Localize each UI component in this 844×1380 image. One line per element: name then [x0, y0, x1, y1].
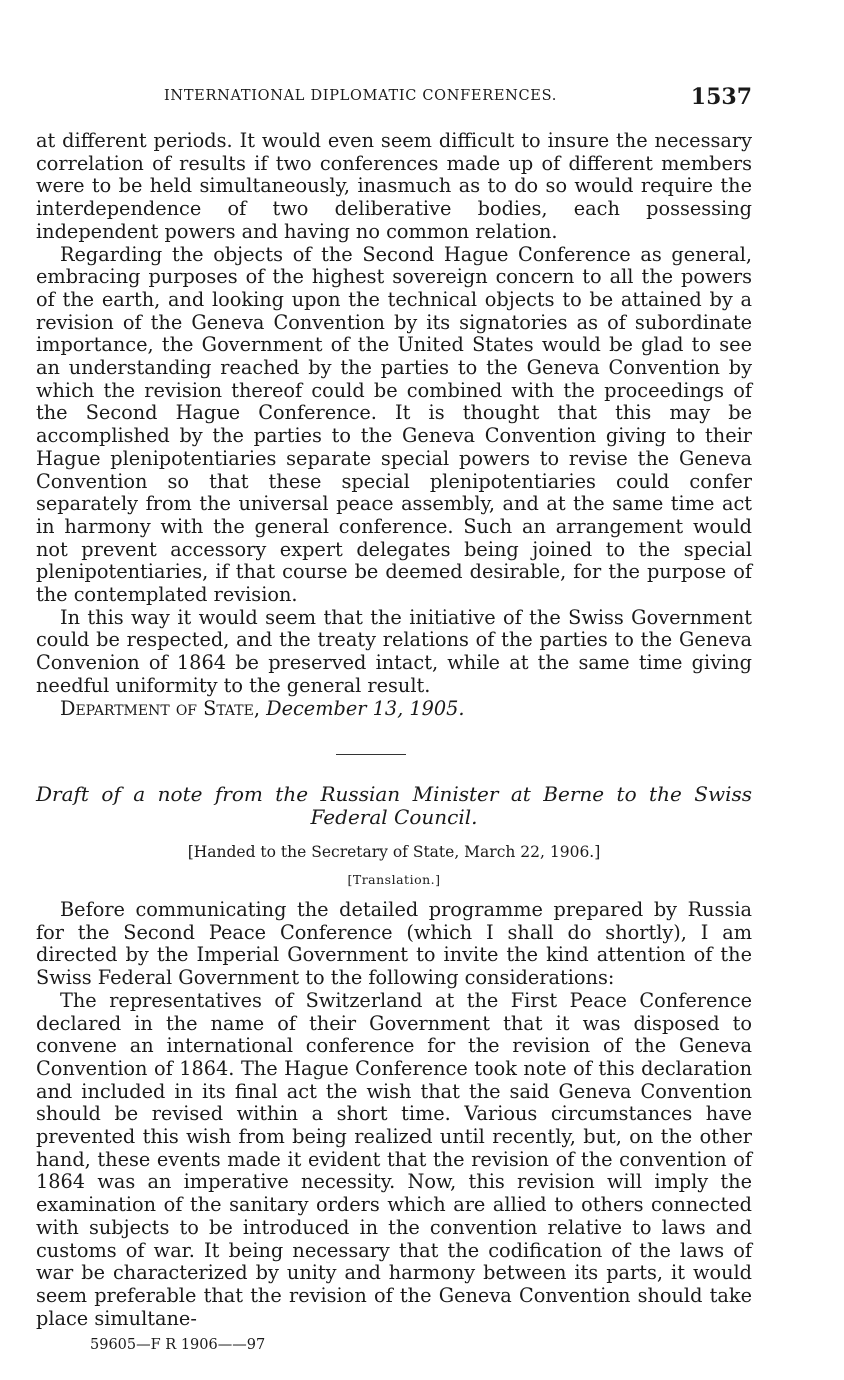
section-divider: [336, 754, 406, 755]
signature-line: [36, 698, 752, 721]
paragraph-3: In this way it would seem that the initiative of the Swiss Government could be respected, and the treaty relations of the parties to the Geneva Convenion of 1864 be preserved intact, while at the same time giving needful uniformity to the general result.: [36, 605, 752, 697]
printer-signature-mark: 59605—F R 1906——97: [90, 1337, 266, 1353]
section-us-note: [36, 130, 752, 720]
title-line-2: Federal Council.: [310, 805, 478, 829]
paragraph-5: The representatives of Switzerland at the First Peace Conference declared in the name of their Government that it was disposed to convene an international conference for the revision of the Geneva Convention of 1864. The Hague Conference took note of this declaration and included in its final act the wish that the said Geneva Convention should be revised within a short time. Various circumstances have prevented this wish from being realized until recently, but, on the other hand, these events made it evident that the revision of the convention of 1864 was an imperative necessity. Now, this revision will imply the examination of the sanitary orders which are allied to others connected with subjects to be introduced in the convention relative to laws and customs of war. It being necessary that the codification of the laws of war be characterized by unity and harmony between its parts, it would seem preferable that the revision of the Geneva Convention should take place simultane-: [36, 988, 752, 1330]
paragraph-4: Before communicating the detailed programme prepared by Russia for the Second Peace Conference (which I shall do shortly), I am directed by the Imperial Government to invite the kind attention of the Swiss Federal Government to the following considerations:: [36, 898, 752, 990]
section-russian-note: [36, 899, 752, 1330]
document-title: [36, 783, 752, 829]
handed-note: [Handed to the Secretary of State, March 22, 1906.]: [187, 843, 601, 861]
page-number: 1537: [690, 84, 752, 110]
header-title: INTERNATIONAL DIPLOMATIC CONFERENCES.: [164, 88, 558, 104]
paragraph-2: Regarding the objects of the Second Hague Conference as general, embracing purposes of the highest sovereign concern to all the powers of the earth, and looking upon the technical objects to be attained by a revision of the Geneva Convention by its signatories as of subordinate importance, the Government of the United States would be glad to see an understanding reached by the parties to the Geneva Convention by which the revision thereof could be combined with the proceedings of the Second Hague Conference. It is thought that this may be accomplished by the parties to the Geneva Convention giving to their Hague plenipotentiaries separate special powers to revise the Geneva Convention so that these special plenipotentiaries could confer separately from the universal peace assembly, and at the same time act in harmony with the general conference. Such an arrangement would not prevent accessory expert delegates being joined to the special plenipotentiaries, if that course be deemed desirable, for the purpose of the contemplated revision.: [36, 242, 752, 607]
translation-note: [Translation.]: [347, 872, 441, 887]
document-page: [36, 0, 752, 1380]
title-line-1: Draft of a note from the Russian Minister at Berne to the Swiss: [36, 782, 752, 806]
signature-department: Department of State,: [60, 696, 260, 720]
running-header: [36, 84, 752, 110]
signature-date: December 13, 1905.: [266, 696, 465, 720]
paragraph-1: at different periods. It would even seem difficult to insure the necessary correlation of results if two conferences made up of different members were to be held simultaneously, inasmuch as to do so would require the interdependence of two deliberative bodies, each possessing independent powers and having no common relation.: [36, 129, 752, 243]
